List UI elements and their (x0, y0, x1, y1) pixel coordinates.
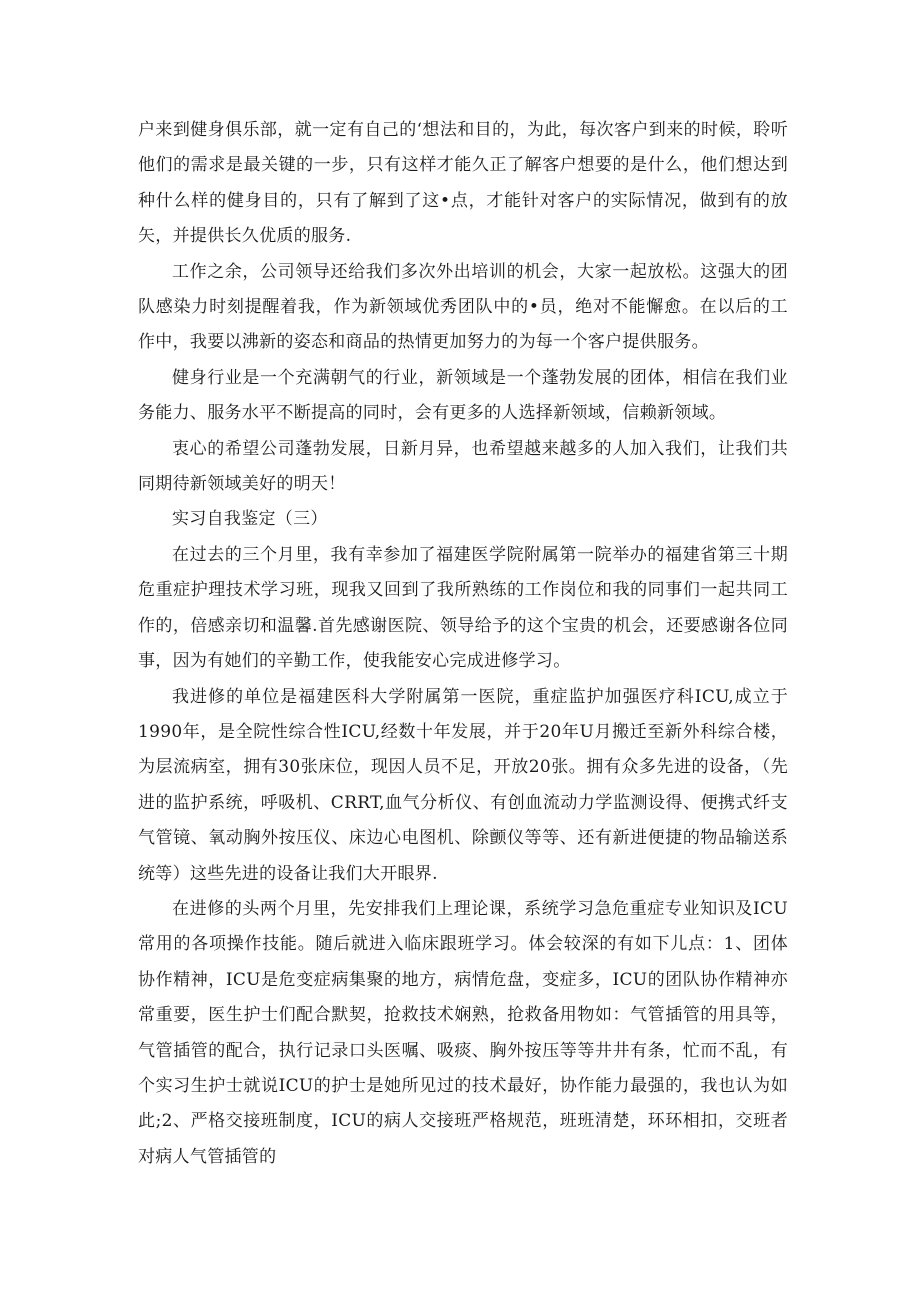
paragraph-5: 在过去的三个月里，我有幸参加了福建医学院附属第一院举办的福建省第三十期危重症护理技术学习班，现我又回到了我所熟练的工作岗位和我的同事们一起共同工作的，倍感亲切和温馨.首先感谢医院、领导给予的这个宝贵的机会，还要感谢各位同事，因为有她们的辛勤工作，使我能安心完成进修学习。 (138, 544, 788, 672)
paragraph-1: 户来到健身俱乐部，就一定有自己的‘想法和目的，为此，每次客户到来的时候，聆听他们的需求是最关键的一步，只有这样才能久正了解客户想要的是什么，他们想达到种什么样的健身目的，只有了解到了这•点，才能针对客户的实际情况，做到有的放矢，并提供长久优质的服务. (138, 120, 788, 247)
paragraph-3: 健身行业是一个充满朝气的行业，新领域是一个蓬勃发展的团体，相信在我们业务能力、服务水平不断提高的同时，会有更多的人选择新领域，信赖新领域。 (138, 367, 788, 424)
paragraph-4: 衷心的希望公司蓬勃发展，日新月异，也希望越来越多的人加入我们，让我们共同期待新领域美好的明天！ (138, 438, 788, 495)
document-body (138, 113, 788, 1175)
paragraph-2: 工作之余，公司领导还给我们多次外出培训的机会，大家一起放松。这强大的团队感染力时刻提醒着我，作为新领域优秀团队中的•员，绝对不能懈愈。在以后的工作中，我要以沸新的姿态和商品的热情更加努力的为每一个客户提供服务。 (138, 261, 788, 353)
paragraph-7: 在进修的头两个月里，先安排我们上理论课，系统学习急危重症专业知识及ICU常用的各项操作技能。随后就进入临床跟班学习。体会较深的有如下儿点：1、团体协作精神，ICU是危变症病集聚的地方，病情危盘，变症多，ICU的团队协作精神亦常重要，医生护士们配合默契，抢救技术娴熟，抢救备用物如：气管插管的用具等，气管插管的配合，执行记录口头医嘱、吸痰、胸外按压等等井井有条，忙而不乱，有个实习生护士就说ICU的护士是她所见过的技术最好，协作能力最强的，我也认为如此;2、严格交接班制度，ICU的病人交接班严格规范，班班清楚，环环相扣，交班者对病人气管插管的 (138, 898, 788, 1167)
paragraph-6: 我进修的单位是福建医科大学附属第一医院，重症监护加强医疗科ICU,成立于1990年，是全院性综合性ICU,经数十年发展，并于20年U月搬迁至新外科综合楼，为层流病室，拥有30张床位，现因人员不足，开放20张。拥有众多先进的设备，（先进的监护系统，呼吸机、CRRT,血气分析仪、有创血流动力学监测设得、便携式纤支气管镜、氧动胸外按压仪、床边心电图机、除颤仪等等、还有新进便捷的物品输送系统等）这些先进的设备让我们大开眼界. (138, 686, 788, 884)
section-heading: 实习自我鉴定（三） (172, 509, 328, 530)
